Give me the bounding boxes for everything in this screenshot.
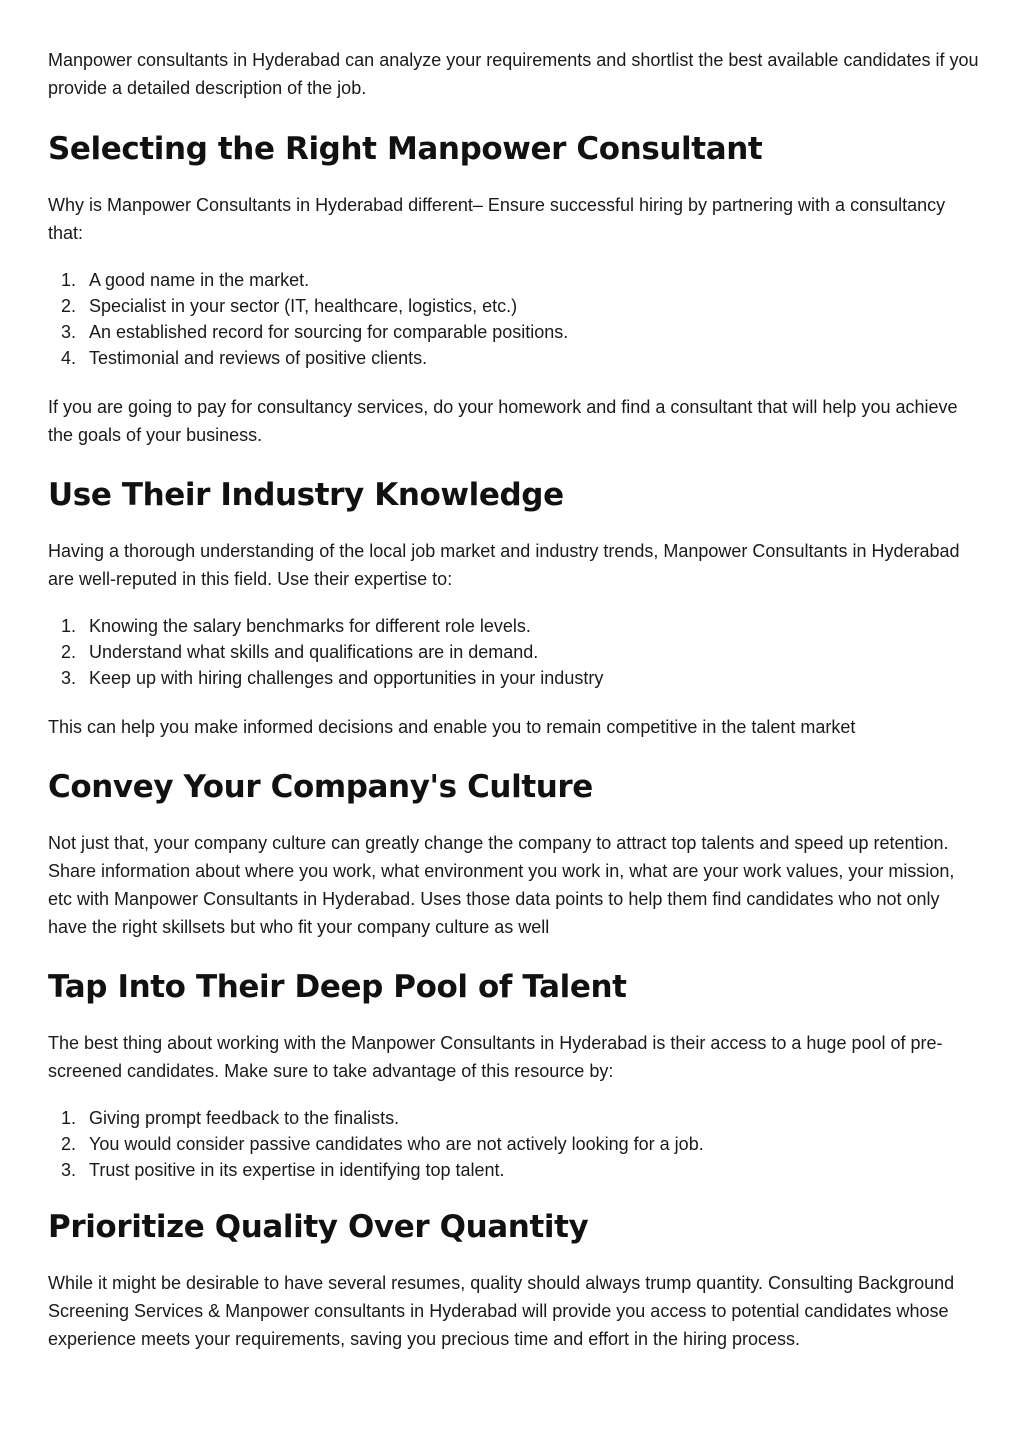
list-marker: 4. bbox=[60, 348, 76, 368]
section-paragraph-industry-knowledge: Having a thorough understanding of the local job market and industry trends, Manpower Consultants in Hyderabad are well-reputed in this field. Use their expertise to: bbox=[48, 541, 960, 589]
section-heading-selecting-consultant: Selecting the Right Manpower Consultant bbox=[48, 131, 763, 167]
document-page bbox=[48, 46, 980, 1353]
talent-pool-list bbox=[48, 1105, 980, 1183]
list-marker: 1. bbox=[60, 1108, 76, 1128]
list-marker: 3. bbox=[60, 322, 76, 342]
section-paragraph-company-culture: Not just that, your company culture can greatly change the company to attract top talents and speed up retention. Share information about where you work, what environment you work in, what are your work values, your mission, etc with Manpower Consultants in Hyderabad. Uses those data points to help them find candidates who not only have the right skillsets but who fit your company culture as well bbox=[48, 833, 955, 937]
section-followup-selecting-consultant: If you are going to pay for consultancy services, do your homework and find a consultant that will help you achieve the goals of your business. bbox=[48, 397, 958, 445]
consultant-criteria-list bbox=[48, 267, 980, 371]
section-paragraph-selecting-consultant: Why is Manpower Consultants in Hyderabad different– Ensure successful hiring by partnering with a consultancy that: bbox=[48, 195, 946, 243]
list-marker: 2. bbox=[60, 1134, 76, 1154]
list-marker: 2. bbox=[60, 296, 76, 316]
list-item: 3. An established record for sourcing for comparable positions. bbox=[48, 319, 980, 345]
section-heading-company-culture: Convey Your Company's Culture bbox=[48, 769, 593, 805]
list-item: 1. Giving prompt feedback to the finalists. bbox=[48, 1105, 980, 1131]
section-paragraph-talent-pool: The best thing about working with the Manpower Consultants in Hyderabad is their access to a huge pool of pre-screened candidates. Make sure to take advantage of this resource by: bbox=[48, 1033, 943, 1081]
list-marker: 3. bbox=[60, 1160, 76, 1180]
list-item: 3. Keep up with hiring challenges and opportunities in your industry bbox=[48, 665, 980, 691]
section-heading-talent-pool: Tap Into Their Deep Pool of Talent bbox=[48, 969, 627, 1005]
list-marker: 2. bbox=[60, 642, 76, 662]
industry-knowledge-list bbox=[48, 613, 980, 691]
section-followup-industry-knowledge: This can help you make informed decisions and enable you to remain competitive in the talent market bbox=[48, 717, 856, 737]
intro-paragraph: Manpower consultants in Hyderabad can analyze your requirements and shortlist the best available candidates if you provide a detailed description of the job. bbox=[48, 50, 979, 98]
list-marker: 1. bbox=[60, 270, 76, 290]
list-marker: 3. bbox=[60, 668, 76, 688]
list-item: 4. Testimonial and reviews of positive clients. bbox=[48, 345, 980, 371]
list-item: 3. Trust positive in its expertise in identifying top talent. bbox=[48, 1157, 980, 1183]
list-item: 1. A good name in the market. bbox=[48, 267, 980, 293]
list-item: 2. Understand what skills and qualifications are in demand. bbox=[48, 639, 980, 665]
section-paragraph-quality-over-quantity: While it might be desirable to have several resumes, quality should always trump quantity. Consulting Background Screening Services & Manpower consultants in Hyderabad will provide you access to potential candidates whose experience meets your requirements, saving you precious time and effort in the hiring process. bbox=[48, 1273, 955, 1349]
list-item: 2. Specialist in your sector (IT, healthcare, logistics, etc.) bbox=[48, 293, 980, 319]
list-item: 1. Knowing the salary benchmarks for different role levels. bbox=[48, 613, 980, 639]
list-item: 2. You would consider passive candidates who are not actively looking for a job. bbox=[48, 1131, 980, 1157]
section-heading-industry-knowledge: Use Their Industry Knowledge bbox=[48, 477, 564, 513]
section-heading-quality-over-quantity: Prioritize Quality Over Quantity bbox=[48, 1209, 589, 1245]
list-marker: 1. bbox=[60, 616, 76, 636]
